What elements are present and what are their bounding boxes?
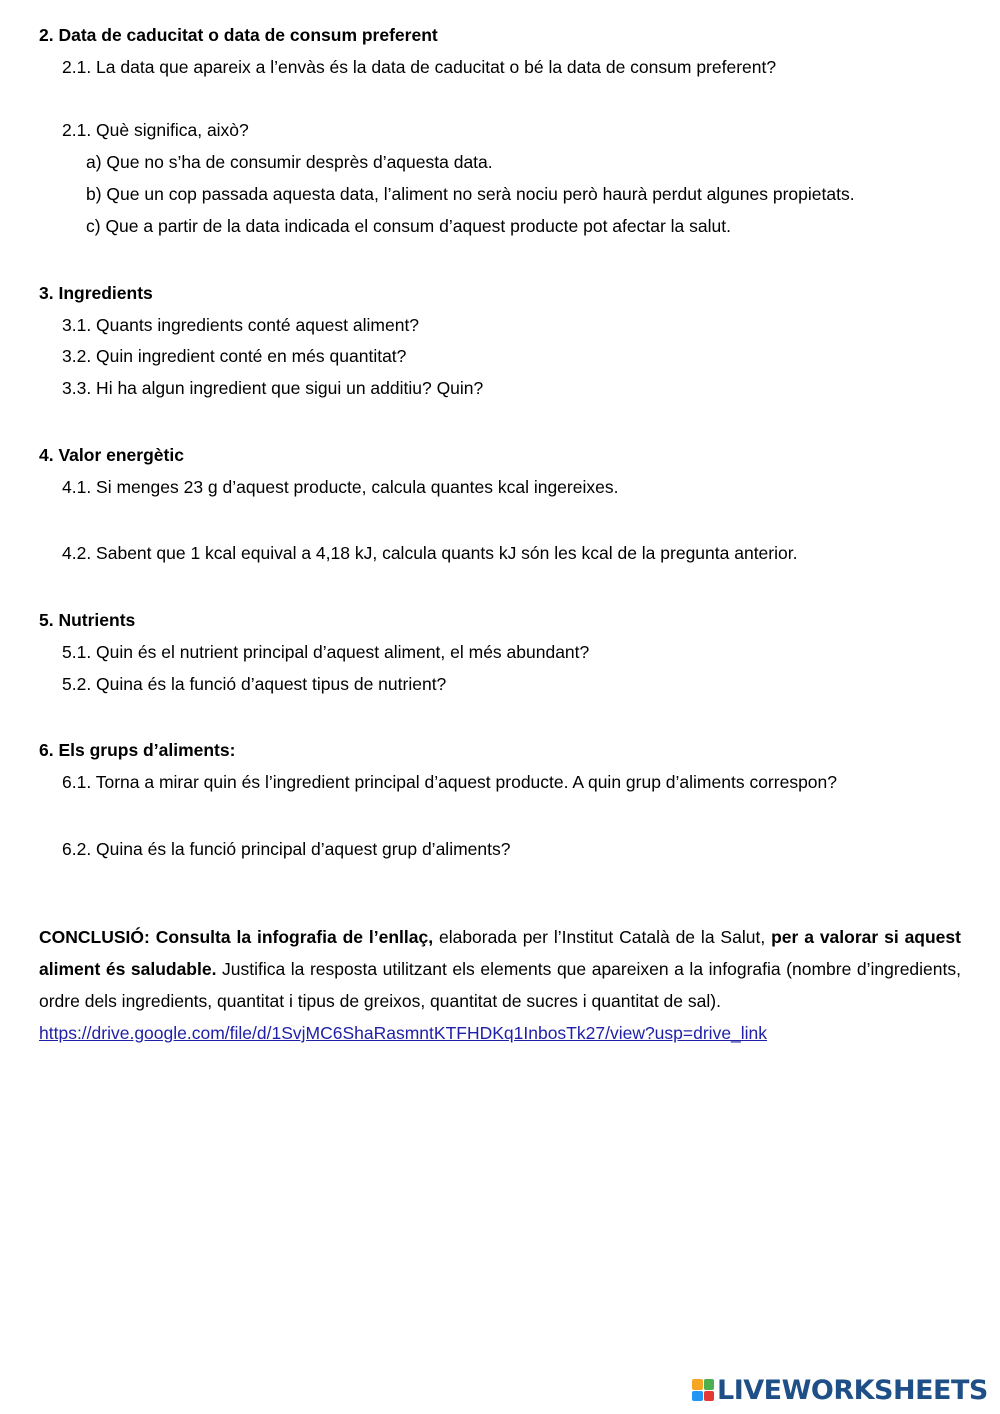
liveworksheets-logo-icon (692, 1379, 714, 1401)
question-4-1: 4.1. Si menges 23 g d’aquest producte, calcula quantes kcal ingereixes. (62, 477, 619, 497)
logo-square-1 (692, 1379, 703, 1390)
liveworksheets-logo (692, 1375, 988, 1405)
option-c: c) Que a partir de la data indicada el consum d’aquest producte pot afectar la salut. (86, 216, 731, 236)
question-5-1: 5.1. Quin és el nutrient principal d’aquest aliment, el més abundant? (62, 642, 590, 662)
option-b: b) Que un cop passada aquesta data, l’aliment no serà nociu però haurà perdut algunes propietats. (86, 184, 855, 204)
question-3-1: 3.1. Quants ingredients conté aquest aliment? (62, 315, 420, 335)
conclusion-bold-lead: CONCLUSIÓ: Consulta la infografia de l’enllaç, (39, 927, 434, 947)
section-2-heading: 2. Data de caducitat o data de consum preferent (39, 25, 438, 45)
section-4-heading: 4. Valor energètic (39, 445, 184, 465)
question-2-1-meaning: 2.1. Què significa, això? (62, 120, 249, 140)
question-3-3: 3.3. Hi ha algun ingredient que sigui un additiu? Quin? (62, 378, 484, 398)
logo-text: LIVEWORKSHEETS (717, 1374, 988, 1406)
conclusion-text-1: elaborada per l’Institut Català de la Salut, (433, 927, 772, 947)
question-4-2: 4.2. Sabent que 1 kcal equival a 4,18 kJ, calcula quants kJ són les kcal de la pregunta anterior. (62, 543, 798, 563)
section-5-heading: 5. Nutrients (39, 610, 136, 630)
logo-square-2 (704, 1379, 715, 1390)
option-a: a) Que no s’ha de consumir desprès d’aquesta data. (86, 152, 493, 172)
logo-square-4 (704, 1391, 715, 1402)
infographic-link[interactable]: https://drive.google.com/file/d/1SvjMC6ShaRasmntKTFHDKq1InbosTk27/view?usp=drive_link (39, 1023, 768, 1043)
question-5-2: 5.2. Quina és la funció d’aquest tipus de nutrient? (62, 674, 447, 694)
section-6-heading: 6. Els grups d’aliments: (39, 740, 236, 760)
logo-square-3 (692, 1391, 703, 1402)
conclusion-bold-mid: per a valorar si aquest aliment és saludable. (39, 927, 961, 979)
question-6-1: 6.1. Torna a mirar quin és l’ingredient principal d’aquest producte. A quin grup d’aliments correspon? (62, 772, 837, 792)
conclusion-text-2: Justifica la resposta utilitzant els elements que apareixen a la infografia (nombre d’ingredients, ordre dels ingredients, quantitat i tipus de greixos, quantitat de sucres i quantitat de sal). (39, 959, 961, 1011)
question-2-1: 2.1. La data que apareix a l’envàs és la data de caducitat o bé la data de consum preferent? (62, 57, 777, 77)
question-6-2: 6.2. Quina és la funció principal d’aquest grup d’aliments? (62, 839, 511, 859)
question-3-2: 3.2. Quin ingredient conté en més quantitat? (62, 346, 407, 366)
conclusion-paragraph (39, 921, 961, 1049)
section-3-heading: 3. Ingredients (39, 283, 153, 303)
